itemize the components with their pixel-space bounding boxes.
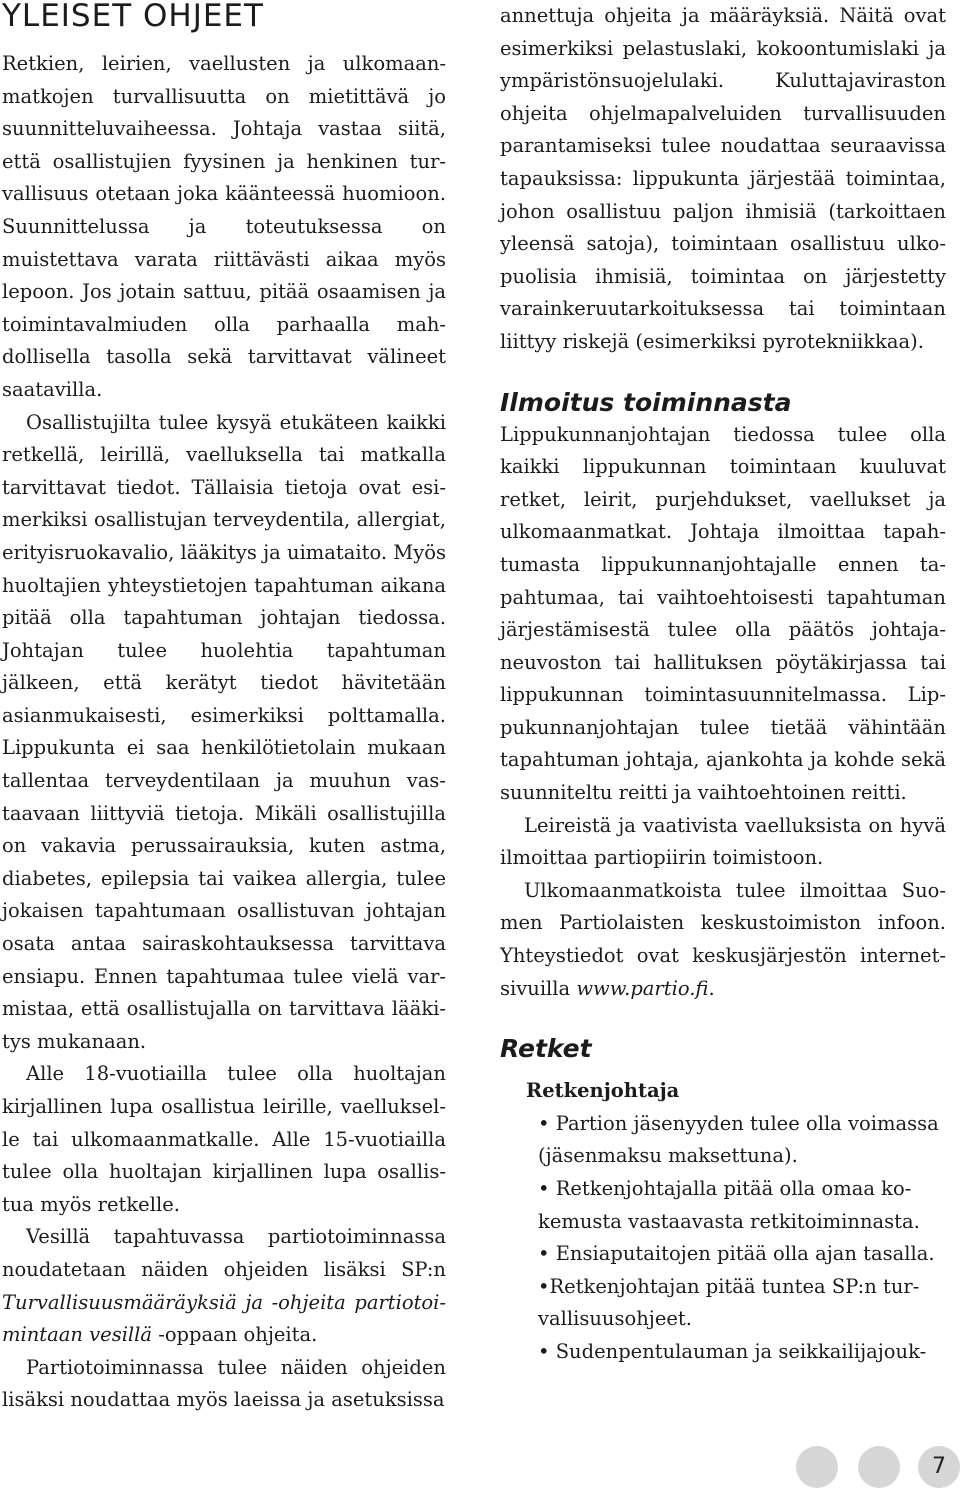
subheading-hike-leader: Retkenjohtaja [526, 1079, 680, 1103]
abroad-notice-text: Ulkomaanmatkoista tulee ilmoittaa Suomen Partiolaisten keskustoimiston infoon. Yhteystiedot ovat keskusjärjestön internetsivuilla [500, 878, 946, 1000]
list-item: •Retkenjohtajan pitää tuntea SP:n turvallisuusohjeet. [538, 1274, 920, 1331]
decorative-dot [796, 1446, 838, 1488]
paragraph-participant-info: Osallistujilta tulee kysyä etukäteen kaikki retkellä, leirillä, vaelluksella tai matkalla tarvittavat tiedot. Tällaisia tietoja ovat esimerkiksi osallistujan terveydentila, allergiat, erityisruokavalio, lääkitys ja uimataito. Myös huoltajien yhteystietojen tapahtuman aikana pitää olla tapahtuman johtajan tiedossa. Johtajan tulee huolehtia tapahtuman jälkeen, että kerätyt tiedot hävitetään asianmukaisesti, esimerkiksi polttamalla. Lippukunta ei saa henkilötietolain mukaan tallentaa terveydentilaan ja muuhun vastaavaan liittyviä tietoja. Mikäli osallistujilla on vakavia perussairauksia, kuten astma, diabetes, epilepsia tai vaikea allergia, tulee jokaisen tapahtumaan osallistuvan johtajan osata antaa sairaskohtauksessa tarvittava ensiapu. Ennen tapahtumaa tulee vielä varmistaa, että osallistujalla on tarvittava lääkitys mukanaan. [2, 410, 446, 1053]
paragraph-abroad-notice [500, 875, 946, 1005]
page-title: YLEISET OHJEET [2, 0, 264, 34]
list-item: • Retkenjohtajalla pitää olla omaa kokemusta vastaavasta retkitoiminnasta. [538, 1177, 920, 1233]
paragraph-laws-continued: annettuja ohjeita ja määräyksiä. Näitä ovat esimerkiksi pelastuslaki, kokoontumislaki ja ympäristönsuojelulaki. Kuluttajaviraston ohjeita ohjelmapalveluiden turvallisuuden parantamiseksi tulee noudattaa seuraavissa tapauksissa: lippukunta järjestää toimintaa, johon osallistuu paljon ihmisiä (tarkoittaen yleensä satoja), toimintaan osallistuu ulkopuolisia ihmisiä, toimintaa on järjestetty varainkeruutarkoituksessa tai toimintaan liittyy riskejä (esimerkiksi pyrotekniikkaa). [500, 4, 946, 353]
water-activities-end: -oppaan ohjeita. [152, 1323, 318, 1347]
hike-leader-requirements [538, 1108, 946, 1369]
abroad-notice-end: . [708, 976, 715, 1000]
list-item: • Partion jäsenyyden tulee olla voimassa (jäsenmaksu maksettuna). [538, 1111, 939, 1168]
paragraph-camps-notice: Leireistä ja vaativista vaelluksista on hyvä ilmoittaa partiopiirin toimistoon. [500, 813, 946, 870]
list-item: • Ensiaputaitojen pitää olla ajan tasalla. [538, 1242, 935, 1266]
page-number: 7 [932, 1454, 946, 1479]
paragraph-intro: Retkien, leirien, vaellusten ja ulkomaanmatkojen turvallisuutta on mietittävä jo suunnitteluvaiheessa. Johtaja vastaa siitä, että osallistujien fyysinen ja henkinen turvallisuus otetaan joka käänteessä huomioon. Suunnittelussa ja toteutuksessa on muistettava varata riittävästi aikaa myös lepoon. Jos jotain sattuu, pitää osaamisen ja toimintavalmiuden olla parhaalla mahdollisella tasolla sekä tarvittavat välineet saatavilla. [2, 52, 446, 401]
heading-activity-notification: Ilmoitus toiminnasta [500, 387, 792, 417]
partio-website-link[interactable]: www.partio.fi [576, 976, 709, 1000]
paragraph-notification: Lippukunnanjohtajan tiedossa tulee olla kaikki lippukunnan toimintaan kuuluvat retket, leirit, purjehdukset, vaellukset ja ulkomaanmatkat. Johtaja ilmoittaa tapahtumasta lippukunnanjohtajalle ennen tapahtumaa, tai vaihtoehtoisesti tapahtuman järjestämisestä tulee olla päätös johtajaneuvoston tai hallituksen pöytäkirjassa tai lippukunnan toimintasuunnitelmassa. Lippukunnanjohtajan tulee tietää vähintään tapahtuman johtaja, ajankohta ja kohde sekä suunniteltu reitti ja vaihtoehtoinen reitti. [500, 422, 946, 805]
list-item: • Sudenpentulauman ja seikkailijajouk- [538, 1339, 927, 1363]
paragraph-laws: Partiotoiminnassa tulee näiden ohjeiden lisäksi noudattaa myös laeissa ja asetuksissa [2, 1355, 446, 1412]
water-activities-text: Vesillä tapahtuvassa partiotoiminnassa noudatetaan näiden ohjeiden lisäksi SP:n [2, 1225, 446, 1281]
heading-hikes: Retket [500, 1034, 592, 1064]
right-column [500, 0, 946, 1369]
paragraph-water-activities [2, 1221, 446, 1351]
left-column [2, 0, 446, 1417]
paragraph-guardian-permission: Alle 18-vuotiailla tulee olla huoltajan kirjallinen lupa osallistua leirille, vaellukselle tai ulkomaanmatkalle. Alle 15-vuotiailla tulee olla huoltajan kirjallinen lupa osallistua myös retkelle. [2, 1062, 446, 1216]
water-guide-title: Turvallisuusmääräyksiä ja -ohjeita partiotoimintaan vesillä [2, 1290, 446, 1347]
decorative-dot [858, 1446, 900, 1488]
